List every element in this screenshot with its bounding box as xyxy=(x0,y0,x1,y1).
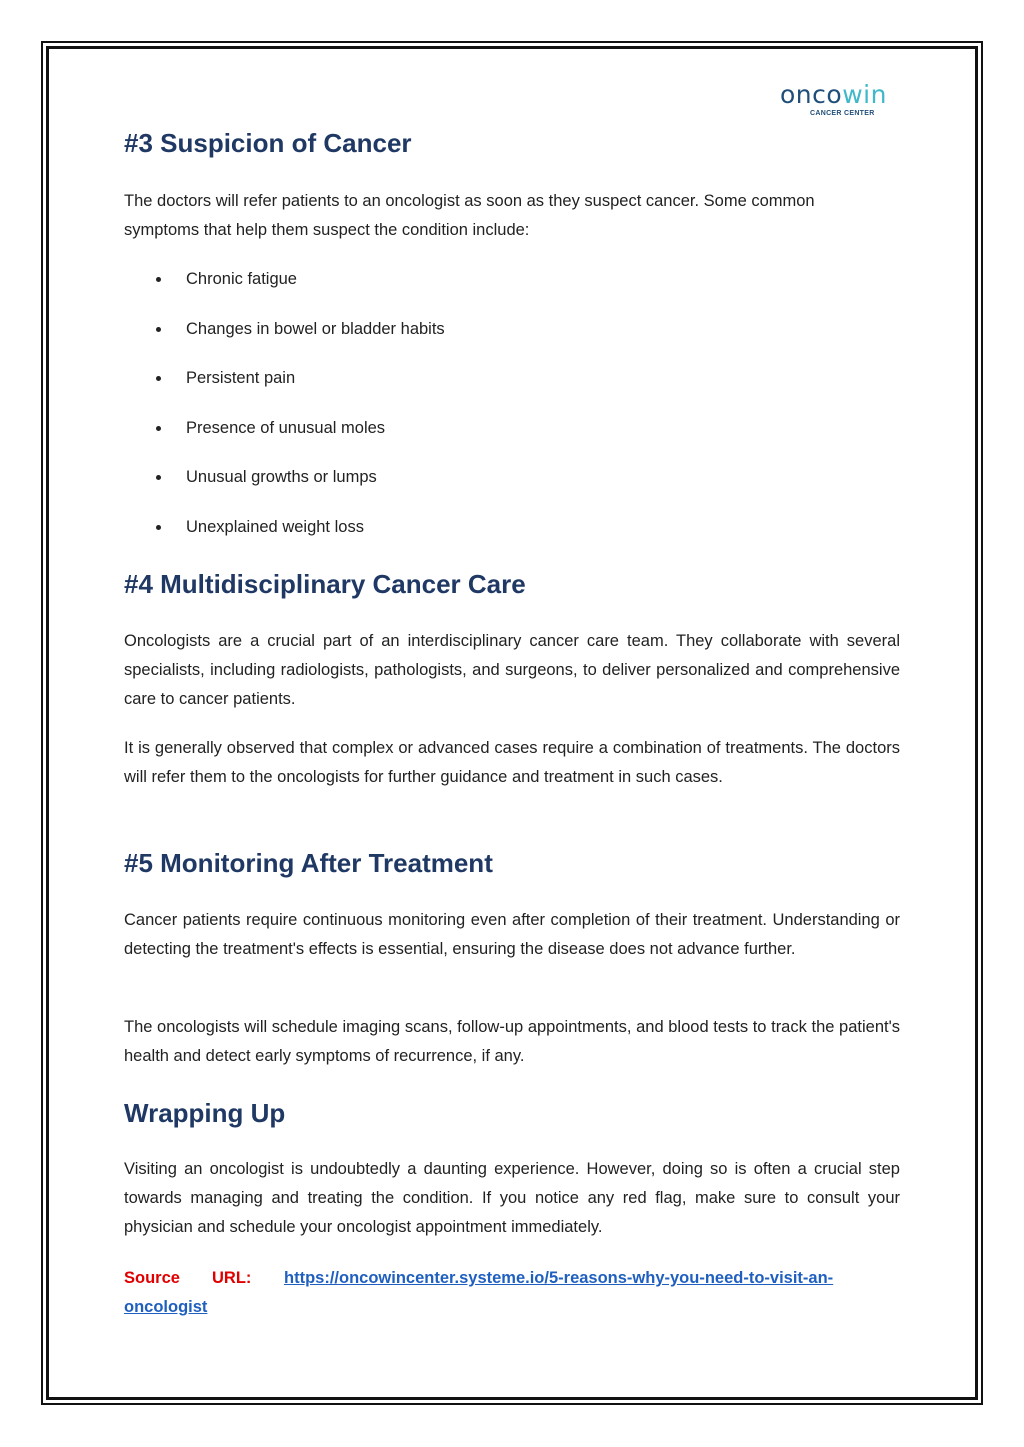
heading-suspicion-of-cancer: #3 Suspicion of Cancer xyxy=(124,128,412,158)
bullet-icon xyxy=(156,327,161,332)
list-item-text: Changes in bowel or bladder habits xyxy=(186,320,445,338)
heading-wrapping-up: Wrapping Up xyxy=(124,1098,286,1128)
s3-intro-line-1: The doctors will refer patients to an oncologist as soon as they suspect cancer. Some common xyxy=(124,192,815,210)
list-item-text: Persistent pain xyxy=(186,369,296,387)
list-item-text: Presence of unusual moles xyxy=(186,419,386,437)
bullet-icon xyxy=(156,475,161,480)
wrap-paragraph-1: Visiting an oncologist is undoubtedly a daunting experience. However, doing so is often a crucial step towards managing and treating the condition. If you notice any red flag, make sure to consult your physician and schedule your oncologist appointment immediately. xyxy=(124,1160,900,1236)
url-label: URL: xyxy=(212,1269,252,1287)
s4-paragraph-2: It is generally observed that complex or advanced cases require a combination of treatments. The doctors will refer them to the oncologists for further guidance and treatment in such cases. xyxy=(124,739,900,786)
s4-paragraph-1: Oncologists are a crucial part of an interdisciplinary cancer care team. They collaborate with several specialists, including radiologists, pathologists, and surgeons, to deliver personalized and comprehensive care to cancer patients. xyxy=(124,632,900,708)
logo-subtitle: CANCER CENTER xyxy=(810,110,875,117)
logo-word-onco: onco xyxy=(780,80,843,109)
bullet-icon xyxy=(156,277,161,282)
source-label: Source xyxy=(124,1269,180,1287)
logo-word-win: win xyxy=(842,80,887,109)
heading-multidisciplinary-care: #4 Multidisciplinary Cancer Care xyxy=(124,569,526,599)
source-link-line-2[interactable]: oncologist xyxy=(124,1298,208,1316)
heading-monitoring-after-treatment: #5 Monitoring After Treatment xyxy=(124,848,493,878)
s5-paragraph-1: Cancer patients require continuous monitoring even after completion of their treatment. Understanding or detecting the treatment's effects is essential, ensuring the disease does not advance further. xyxy=(124,911,900,958)
bullet-icon xyxy=(156,426,161,431)
list-item-text: Chronic fatigue xyxy=(186,270,297,288)
list-item-text: Unexplained weight loss xyxy=(186,518,364,536)
bullet-icon xyxy=(156,525,161,530)
bullet-icon xyxy=(156,376,161,381)
source-link-line-1[interactable]: https://oncowincenter.systeme.io/5-reasons-why-you-need-to-visit-an- xyxy=(284,1269,834,1287)
list-item-text: Unusual growths or lumps xyxy=(186,468,377,486)
s5-paragraph-2: The oncologists will schedule imaging scans, follow-up appointments, and blood tests to track the patient's health and detect early symptoms of recurrence, if any. xyxy=(124,1018,900,1065)
s3-intro-line-2: symptoms that help them suspect the condition include: xyxy=(124,221,530,239)
oncowin-logo xyxy=(780,80,905,122)
logo-wordmark xyxy=(780,80,887,110)
